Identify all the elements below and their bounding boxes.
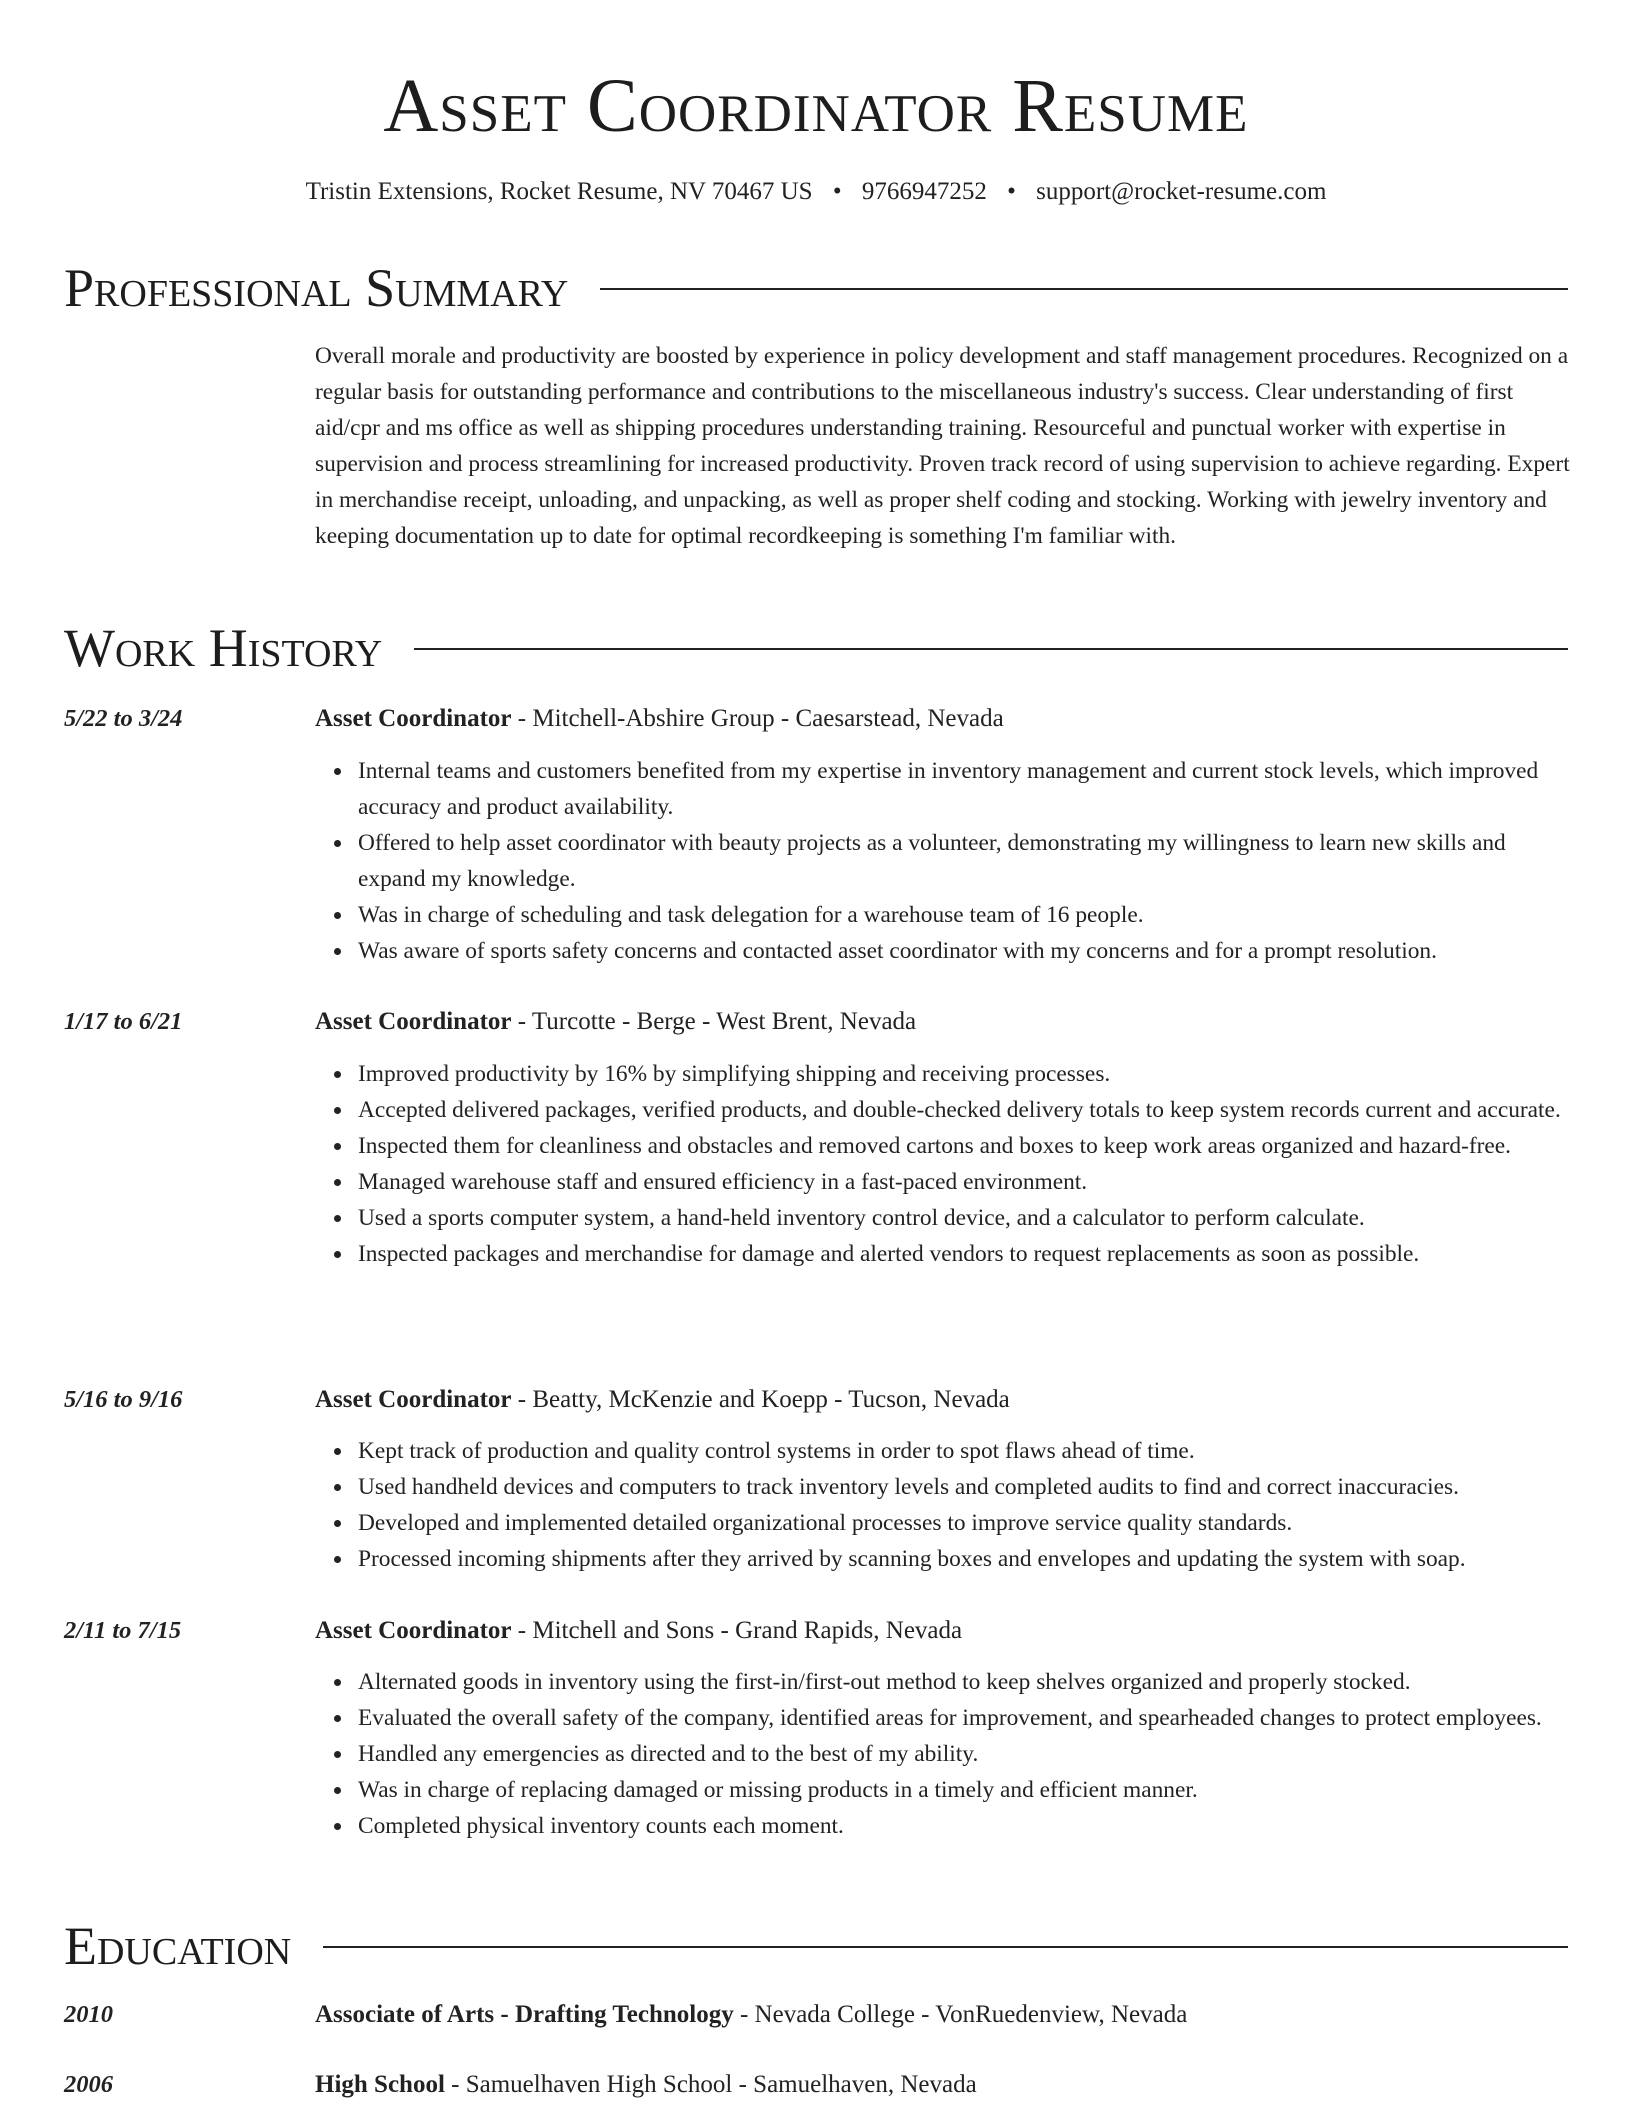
job-bullet: Used handheld devices and computers to track inventory levels and completed audits to find and correct inaccuracies.: [358, 1469, 1570, 1505]
contact-separator: •: [832, 178, 842, 205]
job-bullet: Inspected them for cleanliness and obstacles and removed cartons and boxes to keep work areas organized and hazard-free.: [358, 1128, 1570, 1164]
contact-phone: 9766947252: [861, 178, 987, 205]
summary-section-title: Professional Summary: [64, 258, 569, 318]
education-section-header: [64, 1914, 1568, 1978]
education-entry: [64, 1995, 1570, 2035]
job-role: Asset Coordinator: [315, 1008, 512, 1035]
job-bullet: Was in charge of replacing damaged or missing products in a timely and efficient manner.: [358, 1772, 1570, 1808]
education-year: 2006: [64, 2071, 113, 2098]
job-bullet: Internal teams and customers benefited from my expertise in inventory management and current stock levels, which improved accuracy and product availability.: [358, 753, 1570, 825]
education-heading: [315, 1995, 1187, 2035]
job-dates: 5/16 to 9/16: [64, 1386, 183, 1413]
work-section-header: [64, 616, 1568, 680]
job-bullet: Was aware of sports safety concerns and contacted asset coordinator with my concerns and for a prompt resolution.: [358, 933, 1570, 969]
education-details: - Samuelhaven High School - Samuelhaven, Nevada: [444, 2071, 977, 2098]
job-bullet: Managed warehouse staff and ensured efficiency in a fast-paced environment.: [358, 1164, 1570, 1200]
section-divider: [414, 648, 1568, 650]
job-bullet: Evaluated the overall safety of the company, identified areas for improvement, and spearheaded changes to protect employees.: [358, 1700, 1570, 1736]
job-heading: [315, 1380, 1570, 1420]
contact-line: [0, 174, 1632, 210]
contact-email: support@rocket-resume.com: [1036, 178, 1327, 205]
job-bullet: Improved productivity by 16% by simplifying shipping and receiving processes.: [358, 1056, 1570, 1092]
job-bullet: Was in charge of scheduling and task delegation for a warehouse team of 16 people.: [358, 897, 1570, 933]
education-degree: Associate of Arts - Drafting Technology: [315, 2001, 734, 2028]
job-details: - Beatty, McKenzie and Koepp - Tucson, Nevada: [511, 1386, 1010, 1413]
education-heading: [315, 2065, 977, 2105]
job-bullet: Handled any emergencies as directed and to the best of my ability.: [358, 1736, 1570, 1772]
education-year: 2010: [64, 2001, 113, 2028]
job-bullet: Alternated goods in inventory using the first-in/first-out method to keep shelves organized and properly stocked.: [358, 1664, 1570, 1700]
job-bullets: [358, 1433, 1570, 1577]
job-dates: 1/17 to 6/21: [64, 1008, 183, 1035]
job-dates: 2/11 to 7/15: [64, 1617, 182, 1644]
job-heading: [315, 699, 1570, 739]
job-bullet: Processed incoming shipments after they arrived by scanning boxes and envelopes and updating the system with soap.: [358, 1541, 1570, 1577]
job-bullet: Accepted delivered packages, verified products, and double-checked delivery totals to keep system records current and accurate.: [358, 1092, 1570, 1128]
education-section-title: Education: [64, 1916, 292, 1976]
job-bullet: Used a sports computer system, a hand-held inventory control device, and a calculator to perform calculate.: [358, 1200, 1570, 1236]
job-details: - Mitchell and Sons - Grand Rapids, Nevada: [511, 1617, 963, 1644]
job-bullets: [358, 1056, 1570, 1272]
section-divider: [600, 288, 1568, 290]
job-details: - Turcotte - Berge - West Brent, Nevada: [511, 1008, 917, 1035]
education-entry: [64, 2065, 1570, 2105]
education-degree: High School: [315, 2071, 445, 2098]
job-role: Asset Coordinator: [315, 1617, 512, 1644]
job-role: Asset Coordinator: [315, 1386, 512, 1413]
job-heading: [315, 1002, 1570, 1042]
job-bullet: Offered to help asset coordinator with beauty projects as a volunteer, demonstrating my willingness to learn new skills and expand my knowledge.: [358, 825, 1570, 897]
job-bullet: Developed and implemented detailed organizational processes to improve service quality standards.: [358, 1505, 1570, 1541]
job-bullet: Inspected packages and merchandise for damage and alerted vendors to request replacements as soon as possible.: [358, 1236, 1570, 1272]
job-bullet: Completed physical inventory counts each moment.: [358, 1808, 1570, 1844]
section-divider: [323, 1946, 1568, 1948]
contact-separator: •: [1007, 178, 1016, 205]
job-details: - Mitchell-Abshire Group - Caesarstead, Nevada: [511, 705, 1004, 732]
job-dates: 5/22 to 3/24: [64, 705, 183, 732]
resume-title: Asset Coordinator Resume: [383, 64, 1249, 148]
education-details: - Nevada College - VonRuedenview, Nevada: [733, 2001, 1188, 2028]
job-bullets: [358, 753, 1570, 969]
contact-address: Tristin Extensions, Rocket Resume, NV 70467 US: [305, 178, 813, 205]
job-bullets: [358, 1664, 1570, 1844]
summary-text: Overall morale and productivity are boosted by experience in policy development and staff management procedures. Recognized on a regular basis for outstanding performance and contributions to the miscellaneous industry's success. Clear understanding of first aid/cpr and ms office as well as shipping procedures understanding training. Resourceful and punctual worker with expertise in supervision and process streamlining for increased productivity. Proven track record of using supervision to achieve regarding. Expert in merchandise receipt, unloading, and unpacking, as well as proper shelf coding and stocking. Working with jewelry inventory and keeping documentation up to date for optimal recordkeeping is something I'm familiar with.: [315, 343, 1570, 549]
job-bullet: Kept track of production and quality control systems in order to spot flaws ahead of time.: [358, 1433, 1570, 1469]
job-heading: [315, 1611, 1570, 1651]
summary-section-header: [64, 256, 1568, 320]
job-role: Asset Coordinator: [315, 705, 512, 732]
work-section-title: Work History: [64, 618, 383, 678]
